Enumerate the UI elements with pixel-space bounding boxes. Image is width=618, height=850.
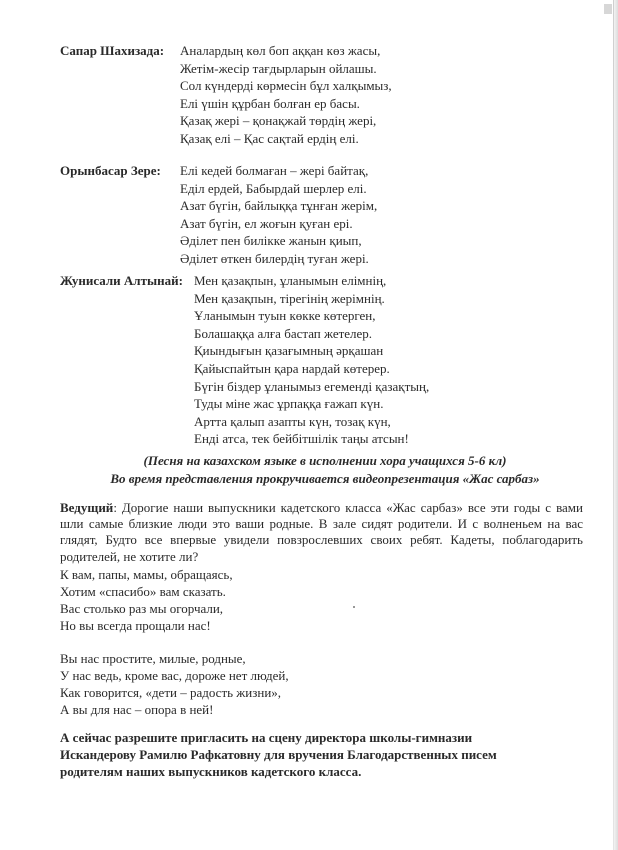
poem-2 [60, 650, 289, 718]
closing-line: Искандерову Рамилю Рафкатовну для вручения Благодарственных писем [60, 747, 497, 763]
verse-line: Енді атса, тек бейбітшілік таңы атсын! [194, 431, 409, 447]
poem-line: К вам, папы, мамы, обращаясь, [60, 567, 233, 582]
verse-line: Елі кедей болмаған – жері байтақ, [180, 163, 369, 178]
verse-line: Мен қазақпын, ұланымын елімнің, [194, 273, 387, 288]
closing-line: А сейчас разрешите пригласить на сцену директора школы-гимназии [60, 730, 473, 745]
stage-note-video: Во время представления прокручивается видеопрезентация «Жас сарбаз» [110, 471, 540, 486]
speaker-2-verse [180, 162, 377, 268]
closing-announcement [60, 729, 580, 781]
verse-line: Елі үшін құрбан болған ер басы. [180, 95, 360, 111]
stage-note-song: (Песня на казахском языке в исполнении хора учащихся 5-6 кл) [143, 453, 507, 468]
verse-line: Қиындығын қазағымның әрқашан [194, 343, 384, 359]
speaker-2-name: Орынбасар Зере: [60, 163, 161, 178]
poem-line: Хотим «спасибо» вам сказать. [60, 584, 226, 599]
scan-speck [353, 606, 355, 608]
scan-edge-shadow [614, 0, 618, 850]
verse-line: Еділ ердей, Бабырдай шерлер елі. [180, 180, 367, 196]
host-speech [60, 500, 583, 565]
verse-line: Болашаққа алға бастап жетелер. [194, 325, 373, 341]
poem-line: Вы нас простите, милые, родные, [60, 651, 246, 666]
verse-line: Артта қалып азапты күн, тозақ күн, [194, 413, 391, 429]
poem-line: Как говорится, «дети – радость жизни», [60, 685, 282, 700]
poem-line: У нас ведь, кроме вас, дороже нет людей, [60, 668, 289, 683]
poem-line: Но вы всегда прощали нас! [60, 618, 211, 633]
host-label: Ведущий [60, 500, 114, 515]
speaker-1-name: Сапар Шахизада: [60, 43, 165, 58]
verse-line: Аналардың көл боп аққан көз жасы, [180, 43, 381, 58]
verse-line: Туды міне жас ұрпаққа ғажап күн. [194, 396, 384, 412]
poem-line: Вас столько раз мы огорчали, [60, 601, 224, 616]
verse-line: Жетім-жесір тағдырларын ойлашы. [180, 60, 377, 76]
verse-line: Қазақ жері – қонақжай төрдің жері, [180, 113, 377, 129]
verse-line: Мен қазақпын, тірегінің жерімнің. [194, 290, 385, 306]
speaker-1-verse [180, 42, 392, 148]
verse-line: Әділет өткен билердің туған жері. [180, 250, 369, 266]
poem-line: А вы для нас – опора в ней! [60, 702, 214, 717]
verse-line: Азат бүгін, байлыққа тұнған жерім, [180, 198, 378, 214]
host-speech-text: : Дорогие наши выпускники кадетского класса «Жас сарбаз» все эти годы с вами шли самые близкие люди это ваши родные. В зале сидят родители. И с волненьем на вас глядят, Будто все впервые увидели повзрослевших своих ребят. Кадеты, поблагодарить родителей, не хотите ли? [60, 500, 583, 564]
verse-line: Әділет пен билікке жанын қиып, [180, 233, 362, 249]
verse-line: Ұланымын туын көкке көтерген, [194, 308, 376, 324]
speaker-3-verse [194, 272, 429, 448]
closing-line: родителям наших выпускников кадетского класса. [60, 764, 362, 780]
verse-line: Азат бүгін, ел жоғын қуған ері. [180, 215, 353, 231]
verse-line: Қайыспайтын қара нардай көтерер. [194, 360, 390, 376]
verse-line: Сол күндерді көрмесін бұл халқымыз, [180, 78, 392, 94]
poem-1 [60, 566, 233, 634]
scan-edge-line [613, 0, 614, 850]
speaker-3-name: Жунисали Алтынай: [60, 273, 183, 288]
verse-line: Бүгін біздер ұланымыз егеменді қазақтың, [194, 378, 430, 394]
verse-line: Қазақ елі – Қас сақтай ердің елі. [180, 130, 359, 146]
scan-corner-mark [604, 4, 612, 14]
